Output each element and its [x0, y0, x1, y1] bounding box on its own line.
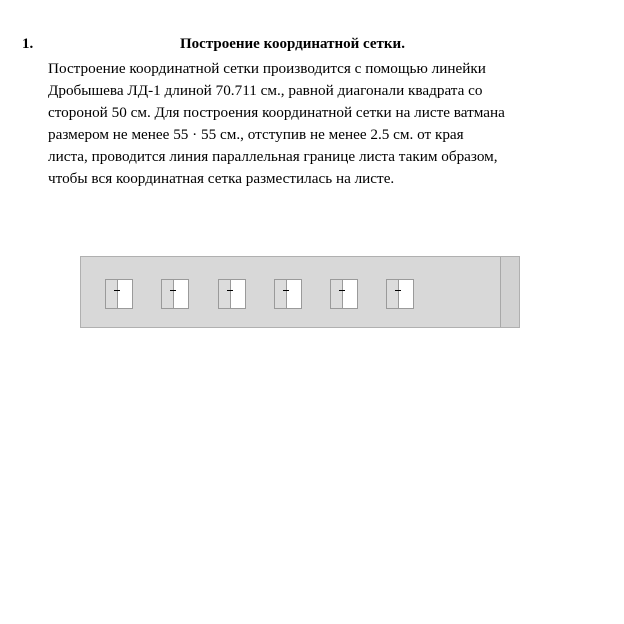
- ruler-cutout: [105, 279, 133, 309]
- body-line: размером не менее 55 · 55 см., отступив не менее 2.5 см. от края: [48, 126, 464, 143]
- body-paragraph: [48, 58, 608, 190]
- section-number: 1.: [22, 36, 34, 52]
- ruler-end-cap: [500, 257, 519, 327]
- ruler-cutout: [386, 279, 414, 309]
- ruler-cutout: [330, 279, 358, 309]
- body-line: стороной 50 см. Для построения координатной сетки на листе ватмана: [48, 104, 505, 121]
- body-line: листа, проводится линия параллельная границе листа таким образом,: [48, 148, 498, 165]
- body-line: чтобы вся координатная сетка разместилась на листе.: [48, 170, 395, 187]
- ruler-cutout: [218, 279, 246, 309]
- ruler-cutout: [161, 279, 189, 309]
- body-line: Построение координатной сетки производится с помощью линейки: [48, 60, 486, 77]
- ruler-cutout: [274, 279, 302, 309]
- section-title: Построение координатной сетки.: [180, 36, 405, 52]
- drobyshev-ruler-illustration: [80, 256, 520, 328]
- body-line: Дробышева ЛД-1 длиной 70.711 см., равной диагонали квадрата со: [48, 82, 483, 99]
